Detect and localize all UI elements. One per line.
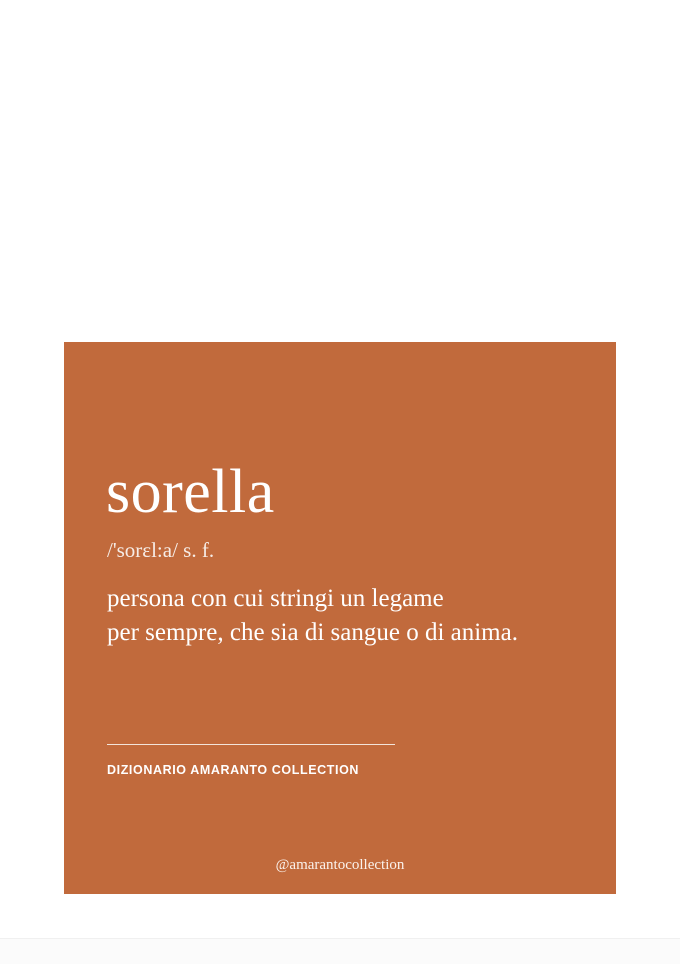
headword: sorella	[106, 458, 275, 526]
page-bottom-edge	[0, 938, 680, 964]
definition-card	[64, 342, 616, 894]
phonetic-transcription: /'sorɛl:a/ s. f.	[107, 538, 215, 562]
collection-label: DIZIONARIO AMARANTO COLLECTION	[107, 763, 360, 777]
social-handle: @amarantocollection	[275, 857, 405, 873]
definition-text	[107, 582, 577, 650]
definition-line: per sempre, che sia di sangue o di anima.	[107, 619, 518, 646]
divider-rule	[107, 744, 395, 745]
definition-line: persona con cui stringi un legame	[107, 585, 444, 612]
